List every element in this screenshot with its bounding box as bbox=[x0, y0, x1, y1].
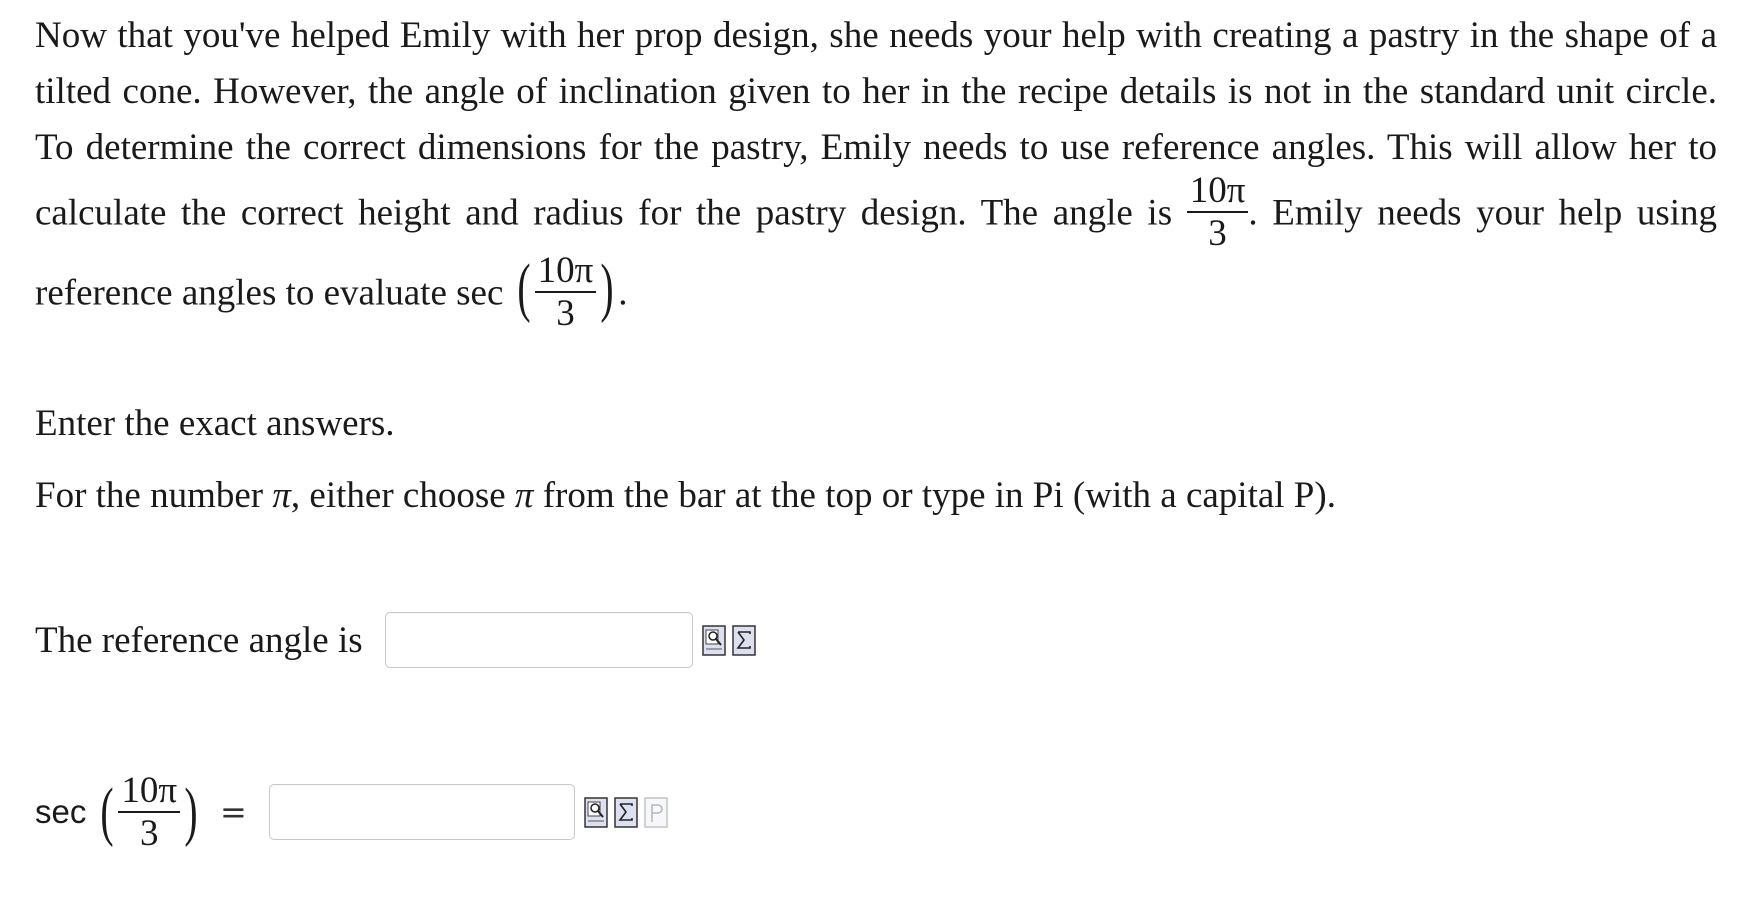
sec-numerator: 10π bbox=[535, 252, 597, 293]
instruction-exact: Enter the exact answers. bbox=[35, 403, 395, 444]
sec-answer-row bbox=[35, 772, 669, 852]
problem-statement bbox=[35, 8, 1717, 336]
sec-expr-fraction bbox=[118, 772, 180, 852]
equation-editor-icon[interactable] bbox=[732, 624, 757, 657]
problem-text: Now that you've helped Emily with her prop design, she needs your help with creating a pastry in the shape of a tilted cone. However, the angle of inclination given to her in the recipe details is not in the standard unit circle. To determine the correct dimensions for the pastry, Emily needs to use reference angles. This will allow her to calculate the correct height and radius for the pastry design. The angle is bbox=[35, 15, 1717, 234]
angle-denominator: 3 bbox=[1208, 213, 1227, 254]
pi-symbol: π bbox=[272, 475, 291, 516]
permanent-icon[interactable] bbox=[644, 796, 669, 829]
sec-expression bbox=[35, 772, 202, 852]
sec-denominator: 3 bbox=[556, 293, 575, 334]
reference-angle-tools bbox=[702, 624, 757, 657]
equals-sign: = bbox=[220, 793, 247, 831]
pi-symbol-2: π bbox=[514, 475, 534, 516]
pi-middle: , either choose bbox=[290, 475, 506, 516]
pi-prefix: For the number bbox=[35, 475, 264, 516]
preview-icon[interactable] bbox=[702, 624, 727, 657]
sec-right-paren: ) bbox=[184, 775, 198, 848]
sec-left-paren: ( bbox=[100, 775, 114, 848]
sec-expr-numerator: 10π bbox=[118, 772, 180, 813]
reference-angle-label: The reference angle is bbox=[35, 619, 363, 661]
sec-expr-denominator: 3 bbox=[139, 813, 159, 854]
right-paren: ) bbox=[600, 251, 614, 324]
reference-angle-input[interactable] bbox=[385, 612, 693, 668]
sec-label: sec bbox=[35, 793, 87, 830]
sec-value-input[interactable] bbox=[269, 784, 575, 840]
equation-editor-icon[interactable] bbox=[614, 796, 639, 829]
pi-suffix: from the bar at the top or type in Pi (with a capital P). bbox=[542, 475, 1336, 516]
problem-period: . bbox=[618, 272, 628, 314]
instruction-pi bbox=[35, 474, 1336, 518]
left-paren: ( bbox=[517, 251, 531, 324]
preview-icon[interactable] bbox=[584, 796, 609, 829]
angle-numerator: 10π bbox=[1187, 172, 1249, 213]
sec-value-tools bbox=[584, 796, 669, 829]
reference-angle-row bbox=[35, 612, 757, 668]
sec-fraction bbox=[535, 252, 597, 332]
problem-text-after: . Emily needs your help using reference angles to evaluate sec bbox=[35, 192, 1718, 314]
angle-fraction bbox=[1187, 172, 1249, 252]
